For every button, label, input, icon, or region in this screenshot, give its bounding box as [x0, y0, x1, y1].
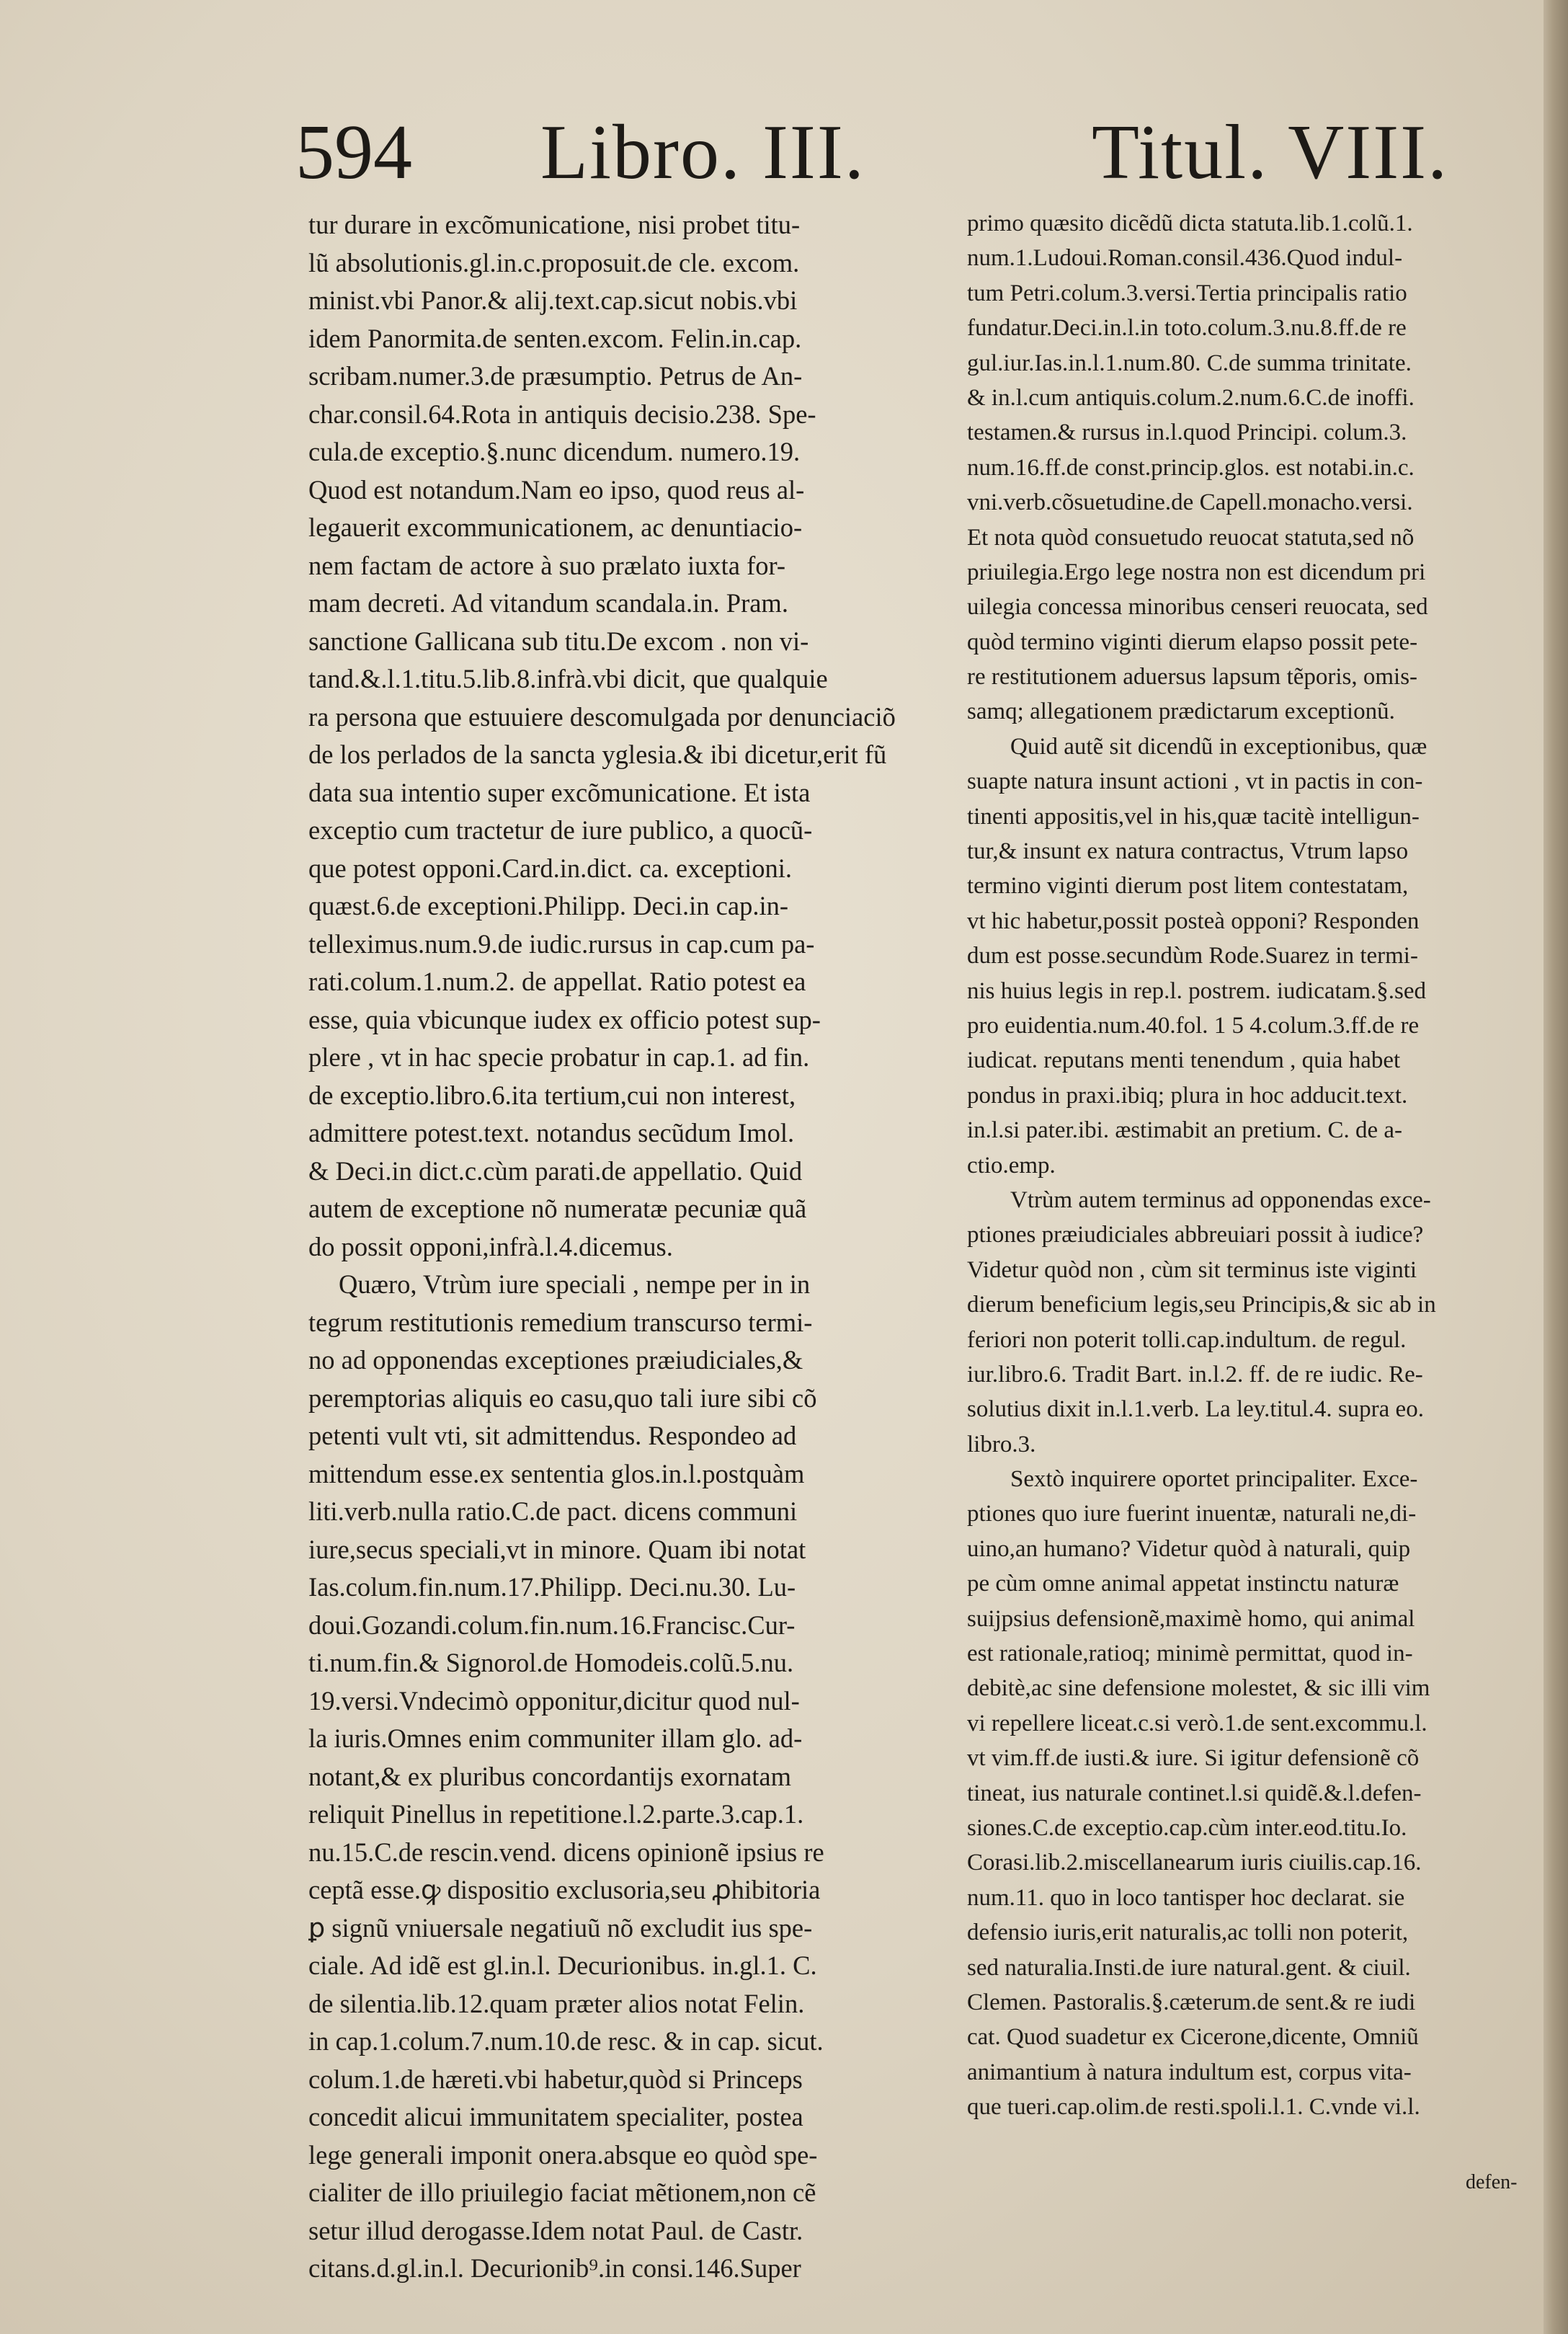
text-line: uilegia concessa minoribus censeri reuocata, sed	[967, 594, 1428, 621]
text-line: sanctione Gallicana sub titu.De excom . non vi-	[308, 626, 809, 656]
text-line: sed naturalia.Insti.de iure natural.gent. & ciuil.	[967, 1954, 1411, 1981]
text-line: rati.colum.1.num.2. de appellat. Ratio potest ea	[308, 967, 806, 996]
text-line: nis huius legis in rep.l. postrem. iudicatam.§.sed	[967, 977, 1426, 1004]
text-line: iudicat. reputans menti tenendum , quia habet	[967, 1047, 1401, 1074]
text-line: cat. Quod suadetur ex Cicerone,dicente, Omniũ	[967, 2024, 1419, 2051]
text-line: 19.versi.Vndecimò opponitur,dicitur quod nul-	[308, 1685, 800, 1716]
text-line: est rationale,ratioq; minimè permittat, quod in-	[967, 1641, 1413, 1667]
text-line: de los perlados de la sancta yglesia.& ibi dicetur,erit fũ	[308, 740, 887, 769]
text-line: num.16.ff.de const.princip.glos. est notabi.in.c.	[967, 454, 1415, 481]
text-line: fundatur.Deci.in.l.in toto.colum.3.nu.8.ff.de re	[967, 315, 1407, 342]
text-line: que tueri.cap.olim.de resti.spoli.l.1. C.vnde vi.l.	[967, 2094, 1420, 2121]
catchword: defen-	[1466, 2171, 1518, 2193]
text-line: plere , vt in hac specie probatur in cap.1. ad fin.	[308, 1042, 810, 1072]
text-line: de silentia.lib.12.quam præter alios notat Felin.	[308, 1988, 805, 2018]
text-line: que potest opponi.Card.in.dict. ca. exceptioni.	[308, 853, 793, 883]
text-line: admittere potest.text. notandus secũdum Imol.	[308, 1118, 795, 1148]
text-line: tinenti appositis,vel in his,quæ tacitè intelligun-	[967, 803, 1420, 830]
text-line: Quæro, Vtrùm iure speciali , nempe per in in	[339, 1269, 811, 1299]
text-line: nem factam de actore à suo prælato iuxta for-	[308, 550, 786, 580]
text-line: char.consil.64.Rota in antiquis decisio.238. Spe-	[308, 399, 816, 429]
text-line: dum est posse.secundùm Rode.Suarez in termi-	[967, 943, 1418, 969]
text-line: ctio.emp.	[967, 1152, 1056, 1179]
text-line: exceptio cum tractetur de iure publico, a quocũ-	[308, 815, 813, 845]
text-line: legauerit excommunicationem, ac denuntiacio-	[308, 512, 803, 542]
text-line: in cap.1.colum.7.num.10.de resc. & in cap. sicut.	[308, 2026, 824, 2056]
text-line: concedit alicui immunitatem specialiter, postea	[308, 2102, 803, 2131]
text-line: scribam.numer.3.de præsumptio. Petrus de An-	[308, 361, 803, 391]
text-line: Vtrùm autem terminus ad opponendas exce-	[1010, 1186, 1431, 1213]
text-line: testamen.& rursus in.l.quod Principi. colum.3.	[967, 420, 1407, 446]
text-line: minist.vbi Panor.& alij.text.cap.sicut nobis.vbi	[308, 285, 798, 315]
text-line: pondus in praxi.ibiq; plura in hoc adducit.text.	[967, 1082, 1408, 1109]
text-line: primo quæsito dicẽdũ dicta statuta.lib.1.colũ.1.	[967, 210, 1413, 236]
page-header	[0, 108, 1568, 202]
text-line: ptiones præiudiciales abbreuiari possit à iudice?	[967, 1222, 1424, 1248]
text-line: debitè,ac sine defensione molestet, & sic illi vim	[967, 1675, 1430, 1702]
text-line: iure,secus speciali,vt in minore. Quam ibi notat	[308, 1534, 806, 1564]
text-line: tegrum restitutionis remedium transcurso termi-	[308, 1307, 813, 1337]
text-line: mam decreti. Ad vitandum scandala.in. Pram.	[308, 588, 788, 618]
text-line: doui.Gozandi.colum.fin.num.16.Francisc.Cur-	[308, 1610, 796, 1640]
text-line: Corasi.lib.2.miscellanearum iuris ciuilis.cap.16.	[967, 1850, 1422, 1876]
text-line: animantium à natura indultum est, corpus vita-	[967, 2059, 1412, 2085]
text-line: ceptã esse.ꝙ dispositio exclusoria,seu ꝓhibitoria	[308, 1875, 821, 1904]
text-line: idem Panormita.de senten.excom. Felin.in.cap.	[308, 323, 802, 353]
text-line: data sua intentio super excõmunicatione. Et ista	[308, 777, 811, 807]
text-line: Ias.colum.fin.num.17.Philipp. Deci.nu.30. Lu-	[308, 1572, 796, 1602]
text-line: feriori non poterit tolli.cap.indultum. de regul.	[967, 1326, 1407, 1353]
text-line: pe cùm omne animal appetat instinctu naturæ	[967, 1571, 1399, 1597]
text-line: siones.C.de exceptio.cap.cùm inter.eod.titu.Io.	[967, 1814, 1407, 1841]
text-line: cula.de exceptio.§.nunc dicendum. numero.19.	[308, 437, 801, 466]
text-line: ciale. Ad idẽ est gl.in.l. Decurionibus. in.gl.1. C.	[308, 1951, 817, 1980]
text-line: lũ absolutionis.gl.in.c.proposuit.de cle. excom.	[308, 247, 800, 278]
text-line: pro euidentia.num.40.fol. 1 5 4.colum.3.ff.de re	[967, 1012, 1420, 1039]
text-line: tineat, ius naturale continet.l.si quidẽ.&.l.defen-	[967, 1780, 1422, 1806]
running-head-book: Libro. III.	[540, 110, 865, 195]
text-line: num.1.Ludoui.Roman.consil.436.Quod indul-	[967, 245, 1403, 272]
text-line: priuilegia.Ergo lege nostra non est dicendum pri	[967, 559, 1426, 585]
text-line: uino,an humano? Videtur quòd à naturali, quip	[967, 1535, 1411, 1562]
text-line: tur durare in excõmunicatione, nisi probet titu-	[308, 210, 801, 239]
text-line: citans.d.gl.in.l. Decurionib⁹.in consi.146.Super	[308, 2253, 801, 2283]
text-line: petenti vult vti, sit admittendus. Respondeo ad	[308, 1421, 797, 1450]
text-line: iur.libro.6. Tradit Bart. in.l.2. ff. de re iudic. Re-	[967, 1361, 1423, 1388]
text-line: & Deci.in dict.c.cùm parati.de appellatio. Quid	[308, 1155, 803, 1186]
text-line: Quid autẽ sit dicendũ in exceptionibus, quæ	[1010, 733, 1427, 760]
text-line: peremptorias aliquis eo casu,quo tali iure sibi cõ	[308, 1383, 817, 1413]
text-line: de exceptio.libro.6.ita tertium,cui non interest,	[308, 1080, 796, 1110]
text-line: vi repellere liceat.c.si verò.1.de sent.excommu.l.	[967, 1710, 1427, 1736]
text-line: defensio iuris,erit naturalis,ac tolli non poterit,	[967, 1920, 1409, 1946]
running-head-title: Titul. VIII.	[1092, 110, 1449, 195]
text-line: nu.15.C.de rescin.vend. dicens opinionẽ ipsius re	[308, 1837, 824, 1867]
text-line: autem de exceptione nõ numeratæ pecuniæ quã	[308, 1194, 807, 1223]
text-line: gul.iur.Ias.in.l.1.num.80. C.de summa trinitate.	[967, 350, 1412, 376]
right-text-column	[967, 206, 1544, 2124]
text-line: quòd termino viginti dierum elapso possit pete-	[967, 629, 1418, 655]
text-line: quæst.6.de exceptioni.Philipp. Deci.in cap.in-	[308, 891, 789, 920]
text-line: suijpsius defensionẽ,maximè homo, qui animal	[967, 1605, 1415, 1632]
text-line: num.11. quo in loco tantisper hoc declarat. sie	[967, 1884, 1405, 1911]
text-line: liti.verb.nulla ratio.C.de pact. dicens communi	[308, 1496, 798, 1526]
text-line: tur,& insunt ex natura contractus, Vtrum lapso	[967, 838, 1409, 865]
text-line: ꝑ signũ vniuersale negatiuũ nõ excludit ius spe-	[308, 1912, 813, 1943]
text-line: tum Petri.colum.3.versi.Tertia principalis ratio	[967, 280, 1407, 306]
text-line: notant,& ex pluribus concordantijs exornatam	[308, 1761, 792, 1791]
text-line: telleximus.num.9.de iudic.rursus in cap.cum pa-	[308, 928, 815, 959]
text-line: in.l.si pater.ibi. æstimabit an pretium. C. de a-	[967, 1117, 1402, 1144]
text-line: dierum beneficium legis,seu Principis,& sic ab in	[967, 1292, 1436, 1318]
text-line: Et nota quòd consuetudo reuocat statuta,sed nõ	[967, 524, 1415, 551]
text-line: vni.verb.cõsuetudine.de Capell.monacho.versi.	[967, 489, 1413, 516]
text-line: ra persona que estuuiere descomulgada por denunciaciõ	[308, 701, 896, 732]
text-line: colum.1.de hæreti.vbi habetur,quòd si Princeps	[308, 2064, 803, 2094]
text-line: Clemen. Pastoralis.§.cæterum.de sent.& re iudi	[967, 1989, 1416, 2015]
text-line: libro.3.	[967, 1431, 1036, 1457]
text-line: la iuris.Omnes enim communiter illam glo. ad-	[308, 1723, 803, 1753]
text-line: ti.num.fin.& Signorol.de Homodeis.colũ.5.nu.	[308, 1648, 794, 1677]
text-line: vt hic habetur,possit posteà opponi? Responden	[967, 908, 1420, 934]
text-line: Videtur quòd non , cùm sit terminus iste viginti	[967, 1256, 1417, 1283]
text-line: mittendum esse.ex sententia glos.in.l.postquàm	[308, 1458, 805, 1488]
text-line: lege generali imponit onera.absque eo quòd spe-	[308, 2139, 818, 2170]
text-line: solutius dixit in.l.1.verb. La ley.titul.4. supra eo.	[967, 1396, 1424, 1423]
text-line: setur illud derogasse.Idem notat Paul. de Castr.	[308, 2215, 803, 2245]
text-line: termino viginti dierum post litem contestatam,	[967, 873, 1409, 900]
folio-number: 594	[295, 110, 412, 195]
page-edge	[1544, 0, 1568, 2334]
text-line: tand.&.l.1.titu.5.lib.8.infrà.vbi dicit, que qualquie	[308, 664, 828, 693]
text-line: Sextò inquirere oportet principaliter. Exce-	[1010, 1466, 1418, 1493]
text-line: ptiones quo iure fuerint inuentæ, naturali ne,di-	[967, 1501, 1417, 1527]
text-line: no ad opponendas exceptiones præiudiciales,&	[308, 1345, 803, 1375]
text-line: reliquit Pinellus in repetitione.l.2.parte.3.cap.1.	[308, 1799, 804, 1829]
left-text-column	[308, 206, 928, 2288]
text-line: do possit opponi,infrà.l.4.dicemus.	[308, 1231, 673, 1261]
text-line: re restitutionem aduersus lapsum tẽporis, omis-	[967, 664, 1418, 691]
text-line: samq; allegationem prædictarum exceptionũ.	[967, 698, 1395, 725]
text-line: cialiter de illo priuilegio faciat mẽtionem,non cẽ	[308, 2178, 816, 2207]
text-line: vt vim.ff.de iusti.& iure. Si igitur defensionẽ cõ	[967, 1745, 1420, 1772]
text-line: & in.l.cum antiquis.colum.2.num.6.C.de inoffi.	[967, 384, 1415, 411]
text-line: Quod est notandum.Nam eo ipso, quod reus al-	[308, 474, 805, 505]
text-line: suapte natura insunt actioni , vt in pactis in con-	[967, 768, 1423, 795]
text-line: esse, quia vbicunque iudex ex officio potest sup-	[308, 1004, 821, 1034]
